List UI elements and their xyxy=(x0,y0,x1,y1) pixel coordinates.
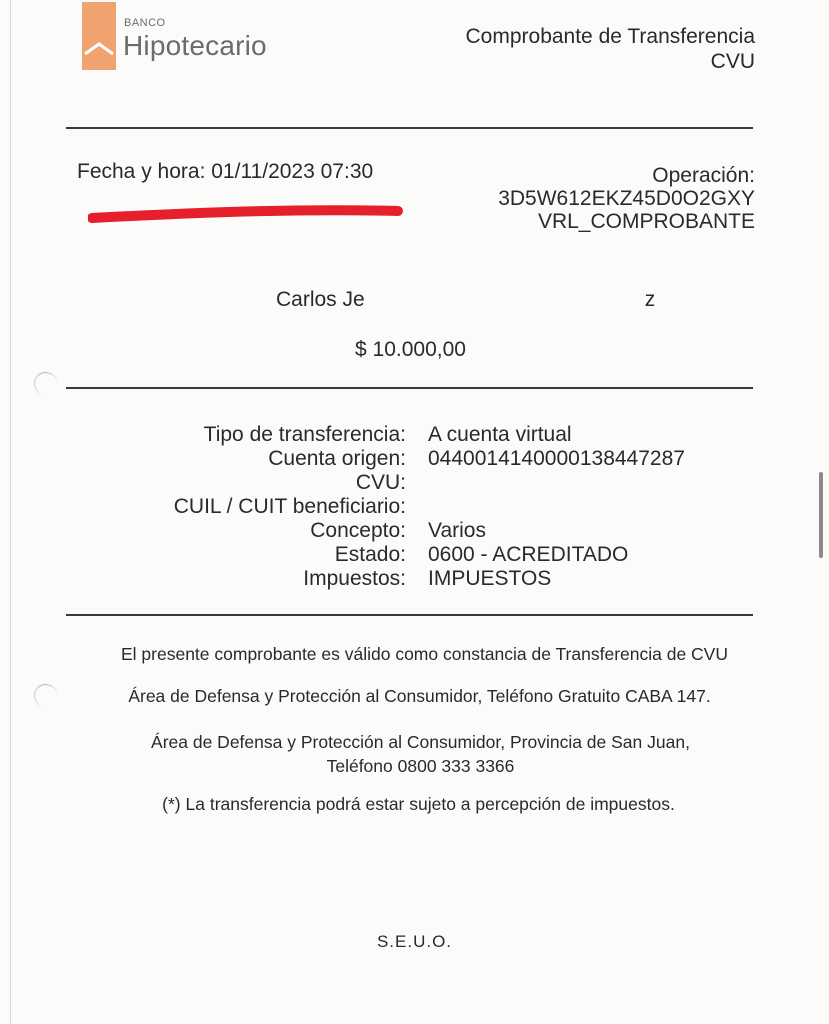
detail-label: Cuenta origen: xyxy=(268,447,406,470)
title-line-2: CVU xyxy=(710,50,755,73)
detail-label: CUIL / CUIT beneficiario: xyxy=(173,495,406,518)
beneficiary-name-tail: z xyxy=(644,288,656,311)
date-value: 01/11/2023 07:30 xyxy=(211,160,374,183)
redacted-value xyxy=(428,498,718,516)
san-juan-line-2: Teléfono 0800 333 3366 xyxy=(326,756,515,776)
detail-row-concepto xyxy=(100,519,740,543)
detail-row-estado xyxy=(100,543,740,567)
detail-label: Tipo de transferencia: xyxy=(203,423,406,446)
san-juan-line-1: Área de Defensa y Protección al Consumidor, Provincia de San Juan, xyxy=(151,732,690,752)
date-label: Fecha y hora: xyxy=(77,160,206,183)
logo-banco-text: BANCO xyxy=(124,17,166,29)
logo-bank-name: Hipotecario xyxy=(123,30,267,61)
detail-row-impuestos xyxy=(100,567,740,591)
tax-disclaimer: (*) La transferencia podrá estar sujeto a percepción de impuestos. xyxy=(162,794,675,814)
divider xyxy=(66,387,753,389)
operation-id: 3D5W612EKZ45D0O2GXY xyxy=(498,187,755,210)
detail-label: Concepto: xyxy=(310,519,406,542)
consumer-protection-caba: Área de Defensa y Protección al Consumidor, Teléfono Gratuito CABA 147. xyxy=(128,686,711,706)
punch-hole xyxy=(34,372,57,395)
title-line-1: Comprobante de Transferencia xyxy=(465,25,755,48)
detail-row-cuenta-origen xyxy=(100,447,740,471)
detail-value: 0600 - ACREDITADO xyxy=(428,543,629,566)
transfer-amount: $ 10.000,00 xyxy=(355,338,466,361)
validity-note: El presente comprobante es válido como constancia de Transferencia de CVU xyxy=(121,644,728,664)
document-title xyxy=(466,24,756,74)
detail-row-cvu xyxy=(100,471,740,495)
detail-row-tipo xyxy=(100,423,740,447)
detail-value-redacted xyxy=(406,495,718,519)
detail-label: Estado: xyxy=(334,543,406,566)
beneficiary-name-visible: Carlos Je xyxy=(276,288,365,311)
consumer-protection-san-juan xyxy=(6,730,829,778)
detail-value-redacted xyxy=(406,471,718,495)
redaction-mark xyxy=(88,200,408,226)
operation-label: Operación: xyxy=(652,164,755,187)
operation-info xyxy=(498,164,755,233)
divider xyxy=(66,614,753,616)
redacted-value xyxy=(428,474,718,492)
bank-logo xyxy=(82,2,292,72)
page-edge xyxy=(10,0,11,1024)
date-time xyxy=(77,160,373,184)
detail-value: IMPUESTOS xyxy=(428,567,552,590)
divider xyxy=(66,127,753,129)
detail-label: CVU: xyxy=(355,471,406,494)
house-logo-icon xyxy=(82,2,116,70)
detail-label: Impuestos: xyxy=(303,567,406,590)
detail-value: 0440014140000138447287 xyxy=(428,447,685,470)
transfer-details xyxy=(100,423,740,591)
seuo-mark: S.E.U.O. xyxy=(376,932,453,951)
detail-row-cuil xyxy=(100,495,740,519)
redacted-name xyxy=(365,289,645,311)
operation-type: VRL_COMPROBANTE xyxy=(537,210,755,233)
beneficiary-name xyxy=(276,288,655,312)
scrollbar-thumb[interactable] xyxy=(819,472,823,558)
detail-value: A cuenta virtual xyxy=(428,423,572,446)
detail-value: Varios xyxy=(428,519,486,542)
